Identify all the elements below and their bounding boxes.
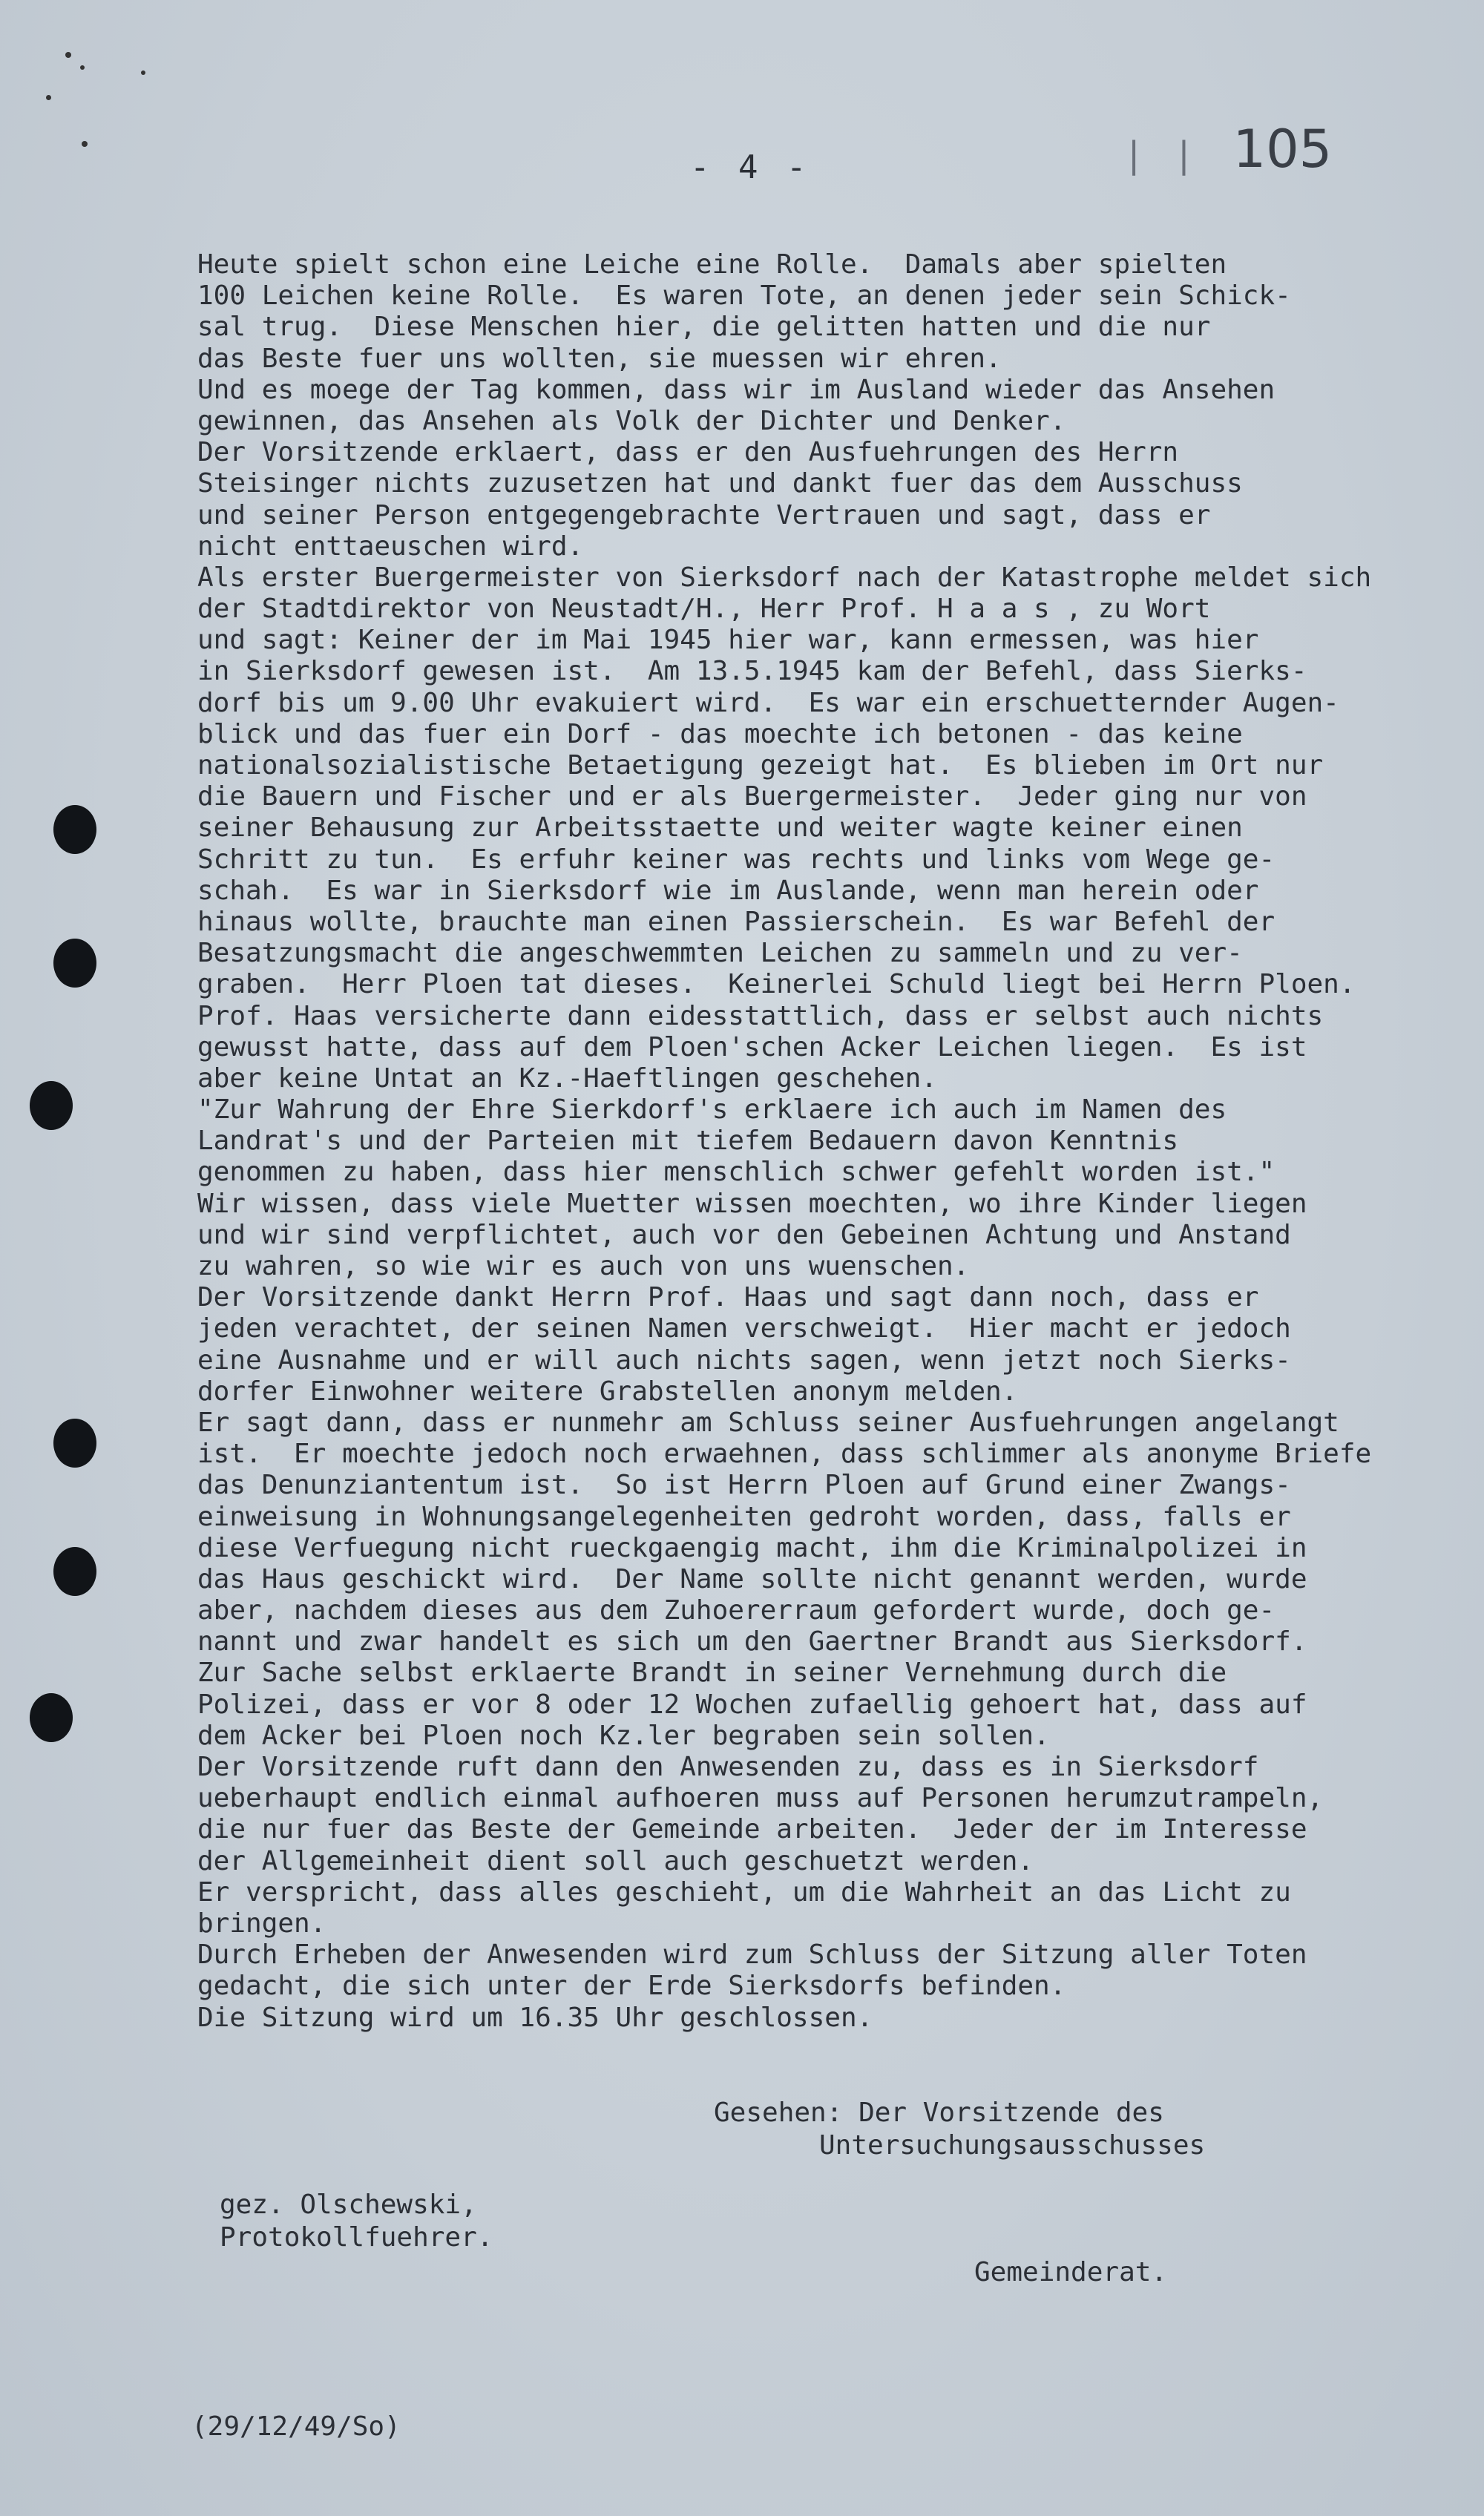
body-line: Polizei, dass er vor 8 oder 12 Wochen zufaellig gehoert hat, dass auf — [197, 1689, 1307, 1720]
body-line: ueberhaupt endlich einmal aufhoeren muss auf Personen herumzutrampeln, — [197, 1783, 1324, 1814]
body-line: dorf bis um 9.00 Uhr evakuiert wird. Es war ein erschuetternder Augen- — [197, 687, 1339, 718]
page-number: - 4 - — [690, 148, 811, 186]
signature-block — [220, 2189, 493, 2254]
body-line: Landrat's und der Parteien mit tiefem Bedauern davon Kenntnis — [197, 1126, 1179, 1157]
body-line: Steisinger nichts zuzusetzen hat und dankt fuer das dem Ausschuss — [197, 468, 1243, 499]
punch-hole — [30, 1081, 73, 1130]
body-line: genommen zu haben, dass hier menschlich schwer gefehlt worden ist." — [197, 1157, 1275, 1188]
body-line: nationalsozialistische Betaetigung gezeigt hat. Es blieben im Ort nur — [197, 750, 1324, 781]
body-line: Der Vorsitzende erklaert, dass er den Ausfuehrungen des Herrn — [197, 437, 1179, 468]
body-line: jeden verachtet, der seinen Namen verschweigt. Hier macht er jedoch — [197, 1313, 1291, 1344]
body-line: seiner Behausung zur Arbeitsstaette und weiter wagte keiner einen — [197, 812, 1243, 844]
body-line: Besatzungsmacht die angeschwemmten Leichen zu sammeln und zu ver- — [197, 938, 1243, 969]
body-line: zu wahren, so wie wir es auch von uns wuenschen. — [197, 1251, 970, 1281]
body-line: Die Sitzung wird um 16.35 Uhr geschlossen. — [197, 2002, 873, 2033]
signature-role: Protokollfuehrer. — [220, 2222, 493, 2253]
ink-speck — [46, 95, 51, 100]
body-line: das Haus geschickt wird. Der Name sollte nicht genannt werden, wurde — [197, 1563, 1307, 1594]
body-line: die Bauern und Fischer und er als Buergermeister. Jeder ging nur von — [197, 781, 1307, 812]
body-line: diese Verfuegung nicht rueckgaengig macht, ihm die Kriminalpolizei in — [197, 1532, 1307, 1563]
body-line: 100 Leichen keine Rolle. Es waren Tote, an denen jeder sein Schick- — [197, 280, 1291, 312]
body-line: gedacht, die sich unter der Erde Sierksdorfs befinden. — [197, 1971, 1066, 2002]
body-line: und seiner Person entgegengebrachte Vertrauen und sagt, dass er — [197, 499, 1211, 531]
seen-line-1: Gesehen: Der Vorsitzende des — [714, 2098, 1164, 2128]
punch-hole — [53, 1547, 96, 1596]
body-line: ist. Er moechte jedoch noch erwaehnen, dass schlimmer als anonyme Briefe — [197, 1439, 1372, 1470]
body-line: Der Vorsitzende ruft dann den Anwesenden zu, dass es in Sierksdorf — [197, 1752, 1259, 1782]
ink-speck — [82, 141, 88, 147]
body-line: bringen. — [197, 1908, 326, 1939]
body-line: Schritt zu tun. Es erfuhr keiner was rechts und links vom Wege ge- — [197, 844, 1275, 875]
council-label: Gemeinderat. — [974, 2257, 1168, 2287]
archive-ticks: | | — [1128, 134, 1204, 176]
body-line: aber keine Untat an Kz.-Haeftlingen geschehen. — [197, 1062, 937, 1094]
body-line: Er verspricht, dass alles geschieht, um die Wahrheit an das Licht zu — [197, 1876, 1291, 1908]
body-line: nannt und zwar handelt es sich um den Gaertner Brandt aus Sierksdorf. — [197, 1626, 1307, 1658]
punch-hole — [30, 1693, 73, 1742]
body-line: das Beste fuer uns wollten, sie muessen wir ehren. — [197, 343, 1002, 374]
ink-speck — [141, 70, 145, 75]
body-line: Prof. Haas versicherte dann eidesstattlich, dass er selbst auch nichts — [197, 1000, 1324, 1031]
body-line: einweisung in Wohnungsangelegenheiten gedroht worden, dass, falls er — [197, 1501, 1291, 1532]
body-line: Wir wissen, dass viele Muetter wissen moechten, wo ihre Kinder liegen — [197, 1188, 1307, 1219]
body-line: der Stadtdirektor von Neustadt/H., Herr Prof. H a a s , zu Wort — [197, 594, 1211, 625]
body-line: hinaus wollte, brauchte man einen Passierschein. Es war Befehl der — [197, 906, 1275, 937]
archive-number: 105 — [1232, 119, 1333, 180]
body-line: nicht enttaeuschen wird. — [197, 531, 584, 562]
body-line: Zur Sache selbst erklaerte Brandt in seiner Vernehmung durch die — [197, 1658, 1227, 1689]
seen-note — [714, 2097, 1205, 2162]
seen-line-2: Untersuchungsausschusses — [819, 2130, 1206, 2161]
archive-stamp — [1128, 119, 1332, 180]
body-line: dem Acker bei Ploen noch Kz.ler begraben sein sollen. — [197, 1720, 1050, 1751]
body-line: schah. Es war in Sierksdorf wie im Auslande, wenn man herein oder — [197, 875, 1259, 906]
body-line: gewusst hatte, dass auf dem Ploen'schen Acker Leichen liegen. Es ist — [197, 1031, 1307, 1062]
punch-hole — [53, 1419, 96, 1468]
body-line: und wir sind verpflichtet, auch vor den Gebeinen Achtung und Anstand — [197, 1219, 1291, 1250]
body-line: sal trug. Diese Menschen hier, die gelitten hatten und die nur — [197, 312, 1211, 343]
body-line: graben. Herr Ploen tat dieses. Keinerlei Schuld liegt bei Herrn Ploen. — [197, 969, 1356, 1000]
ink-speck — [80, 65, 85, 70]
ink-speck — [65, 52, 71, 58]
body-line: die nur fuer das Beste der Gemeinde arbeiten. Jeder der im Interesse — [197, 1814, 1307, 1845]
body-line: gewinnen, das Ansehen als Volk der Dichter und Denker. — [197, 405, 1066, 436]
body-line: Und es moege der Tag kommen, dass wir im Ausland wieder das Ansehen — [197, 374, 1275, 405]
body-line: aber, nachdem dieses aus dem Zuhoererraum gefordert wurde, doch ge- — [197, 1595, 1275, 1626]
body-line: eine Ausnahme und er will auch nichts sagen, wenn jetzt noch Sierks- — [197, 1344, 1291, 1376]
body-line: der Allgemeinheit dient soll auch geschuetzt werden. — [197, 1845, 1034, 1876]
body-line: Durch Erheben der Anwesenden wird zum Schluss der Sitzung aller Toten — [197, 1939, 1307, 1971]
body-line: dorfer Einwohner weitere Grabstellen anonym melden. — [197, 1376, 1018, 1407]
body-line: Als erster Buergermeister von Sierksdorf nach der Katastrophe meldet sich — [197, 562, 1372, 593]
body-line: das Denunziantentum ist. So ist Herrn Ploen auf Grund einer Zwangs- — [197, 1470, 1291, 1501]
reference-code: (29/12/49/So) — [191, 2411, 401, 2442]
body-line: "Zur Wahrung der Ehre Sierkdorf's erklaere ich auch im Namen des — [197, 1094, 1227, 1126]
body-line: Er sagt dann, dass er nunmehr am Schluss seiner Ausfuehrungen angelangt — [197, 1407, 1339, 1438]
body-line: Heute spielt schon eine Leiche eine Rolle. Damals aber spielten — [197, 249, 1227, 280]
body-line: und sagt: Keiner der im Mai 1945 hier war, kann ermessen, was hier — [197, 625, 1259, 656]
body-line: Der Vorsitzende dankt Herrn Prof. Haas und sagt dann noch, dass er — [197, 1282, 1259, 1313]
body-line: in Sierksdorf gewesen ist. Am 13.5.1945 kam der Befehl, dass Sierks- — [197, 656, 1307, 687]
body-text — [197, 249, 1372, 2034]
body-line: blick und das fuer ein Dorf - das moechte ich betonen - das keine — [197, 718, 1243, 749]
punch-hole — [53, 805, 96, 854]
punch-hole — [53, 939, 96, 988]
signature-name: gez. Olschewski, — [220, 2190, 477, 2220]
